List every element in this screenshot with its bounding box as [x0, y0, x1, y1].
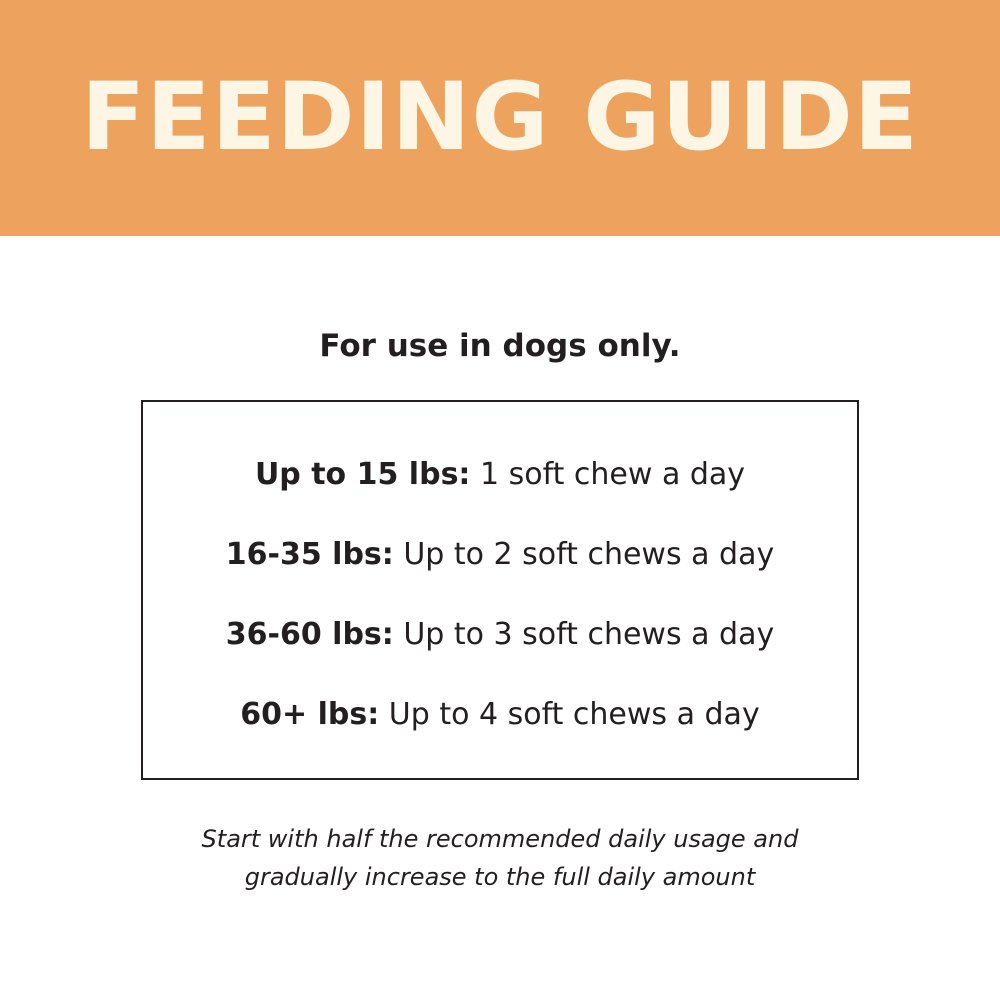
guide-row — [143, 613, 857, 657]
weight-range: 36-60 lbs: — [225, 617, 394, 652]
weight-range: 60+ lbs: — [240, 697, 380, 732]
page-title: FEEDING GUIDE — [81, 63, 919, 172]
header-banner — [0, 0, 1000, 236]
guide-row — [143, 533, 857, 577]
usage-note-line-1: Start with half the recommended daily usage and — [201, 825, 799, 853]
usage-note-line-2: gradually increase to the full daily amount — [244, 863, 756, 891]
dosage-text: Up to 2 soft chews a day — [403, 537, 775, 572]
feeding-guide-box — [141, 400, 859, 780]
guide-row — [143, 453, 857, 497]
dosage-text: Up to 3 soft chews a day — [403, 617, 775, 652]
usage-note — [0, 820, 1000, 896]
guide-row — [143, 693, 857, 737]
dosage-text: 1 soft chew a day — [479, 457, 746, 492]
dosage-text: Up to 4 soft chews a day — [388, 697, 760, 732]
weight-range: 16-35 lbs: — [225, 537, 394, 572]
usage-notice: For use in dogs only. — [319, 328, 681, 364]
weight-range: Up to 15 lbs: — [254, 457, 471, 492]
